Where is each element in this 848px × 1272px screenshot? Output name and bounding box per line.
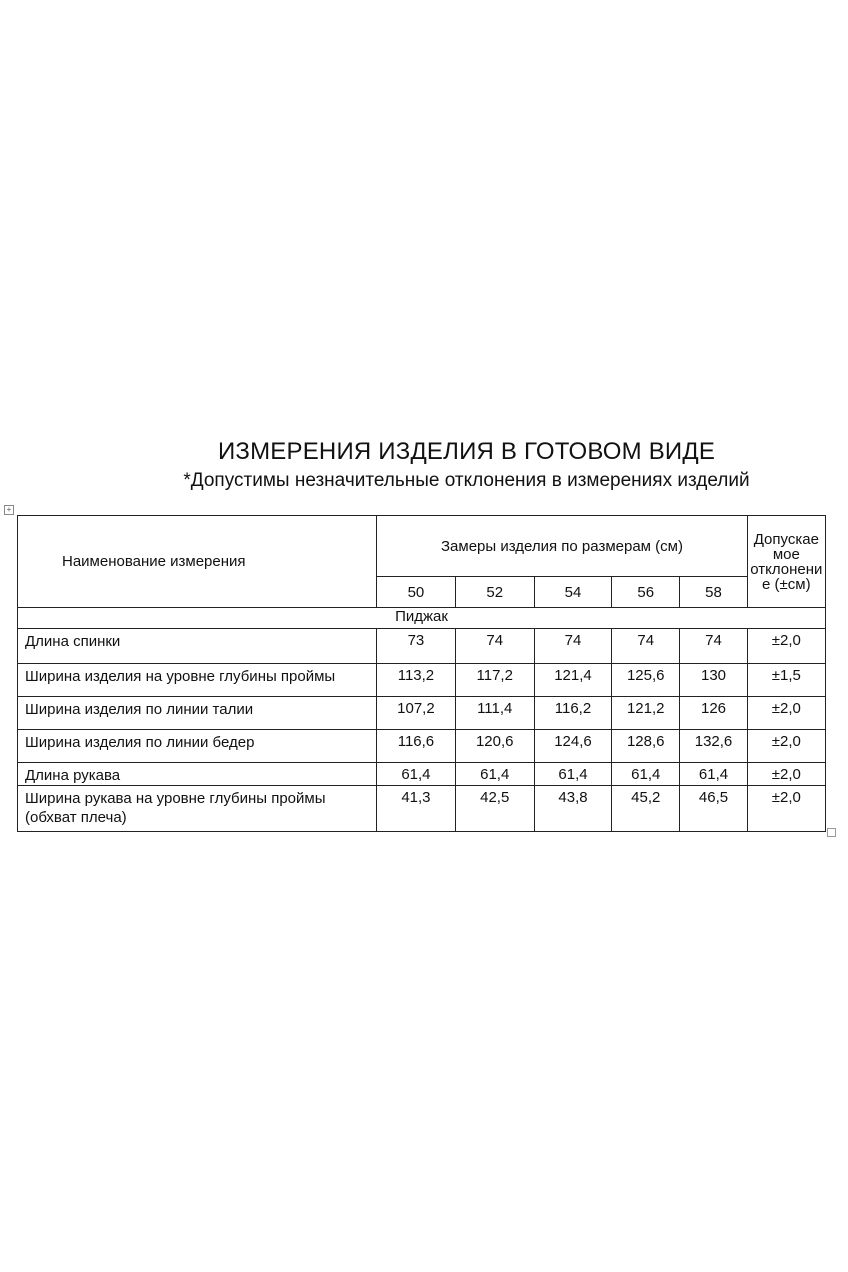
row-value: 46,5 bbox=[680, 786, 747, 832]
row-value: 74 bbox=[680, 629, 747, 664]
sizes-column-header: Замеры изделия по размерам (см) bbox=[377, 516, 747, 577]
table-row bbox=[18, 629, 826, 664]
row-value: 73 bbox=[377, 629, 455, 664]
measurements-table bbox=[17, 515, 826, 832]
row-value: 132,6 bbox=[680, 730, 747, 763]
row-value: 74 bbox=[534, 629, 611, 664]
table-row bbox=[18, 730, 826, 763]
row-value: 42,5 bbox=[455, 786, 534, 832]
row-value: 116,2 bbox=[534, 697, 611, 730]
tolerance-column-header: Допускае мое отклонени е (±см) bbox=[747, 516, 825, 608]
size-header: 58 bbox=[680, 577, 747, 608]
size-header: 56 bbox=[612, 577, 680, 608]
row-value: 120,6 bbox=[455, 730, 534, 763]
row-value: 61,4 bbox=[455, 763, 534, 786]
row-value: 45,2 bbox=[612, 786, 680, 832]
row-value: 61,4 bbox=[534, 763, 611, 786]
row-tolerance: ±2,0 bbox=[747, 697, 825, 730]
row-value: 41,3 bbox=[377, 786, 455, 832]
row-value: 113,2 bbox=[377, 664, 455, 697]
size-header: 50 bbox=[377, 577, 455, 608]
table-resize-handle-icon[interactable] bbox=[827, 828, 836, 837]
row-value: 61,4 bbox=[680, 763, 747, 786]
table-row bbox=[18, 786, 826, 832]
row-value: 117,2 bbox=[455, 664, 534, 697]
size-header: 52 bbox=[455, 577, 534, 608]
size-header: 54 bbox=[534, 577, 611, 608]
row-value: 126 bbox=[680, 697, 747, 730]
row-tolerance: ±2,0 bbox=[747, 629, 825, 664]
table-move-handle-icon[interactable]: + bbox=[4, 505, 14, 515]
row-value: 116,6 bbox=[377, 730, 455, 763]
section-label: Пиджак bbox=[18, 608, 826, 629]
row-value: 124,6 bbox=[534, 730, 611, 763]
table-row bbox=[18, 697, 826, 730]
row-name: Ширина рукава на уровне глубины проймы (обхват плеча) bbox=[18, 786, 377, 832]
row-tolerance: ±2,0 bbox=[747, 786, 825, 832]
row-value: 61,4 bbox=[377, 763, 455, 786]
row-value: 61,4 bbox=[612, 763, 680, 786]
name-column-header: Наименование измерения bbox=[18, 516, 377, 608]
row-tolerance: ±2,0 bbox=[747, 730, 825, 763]
document-title: ИЗМЕРЕНИЯ ИЗДЕЛИЯ В ГОТОВОМ ВИДЕ bbox=[217, 438, 716, 465]
row-name: Длина рукава bbox=[18, 763, 377, 786]
row-name: Ширина изделия на уровне глубины проймы bbox=[18, 664, 377, 697]
row-value: 130 bbox=[680, 664, 747, 697]
row-name: Ширина изделия по линии бедер bbox=[18, 730, 377, 763]
row-value: 128,6 bbox=[612, 730, 680, 763]
row-value: 111,4 bbox=[455, 697, 534, 730]
row-value: 107,2 bbox=[377, 697, 455, 730]
row-value: 121,4 bbox=[534, 664, 611, 697]
row-value: 74 bbox=[455, 629, 534, 664]
row-value: 74 bbox=[612, 629, 680, 664]
row-name: Длина спинки bbox=[18, 629, 377, 664]
row-value: 121,2 bbox=[612, 697, 680, 730]
row-tolerance: ±1,5 bbox=[747, 664, 825, 697]
table-row bbox=[18, 763, 826, 786]
row-name: Ширина изделия по линии талии bbox=[18, 697, 377, 730]
document-subtitle: *Допустимы незначительные отклонения в измерениях изделий bbox=[183, 470, 750, 491]
row-value: 125,6 bbox=[612, 664, 680, 697]
table-row bbox=[18, 664, 826, 697]
row-tolerance: ±2,0 bbox=[747, 763, 825, 786]
row-value: 43,8 bbox=[534, 786, 611, 832]
